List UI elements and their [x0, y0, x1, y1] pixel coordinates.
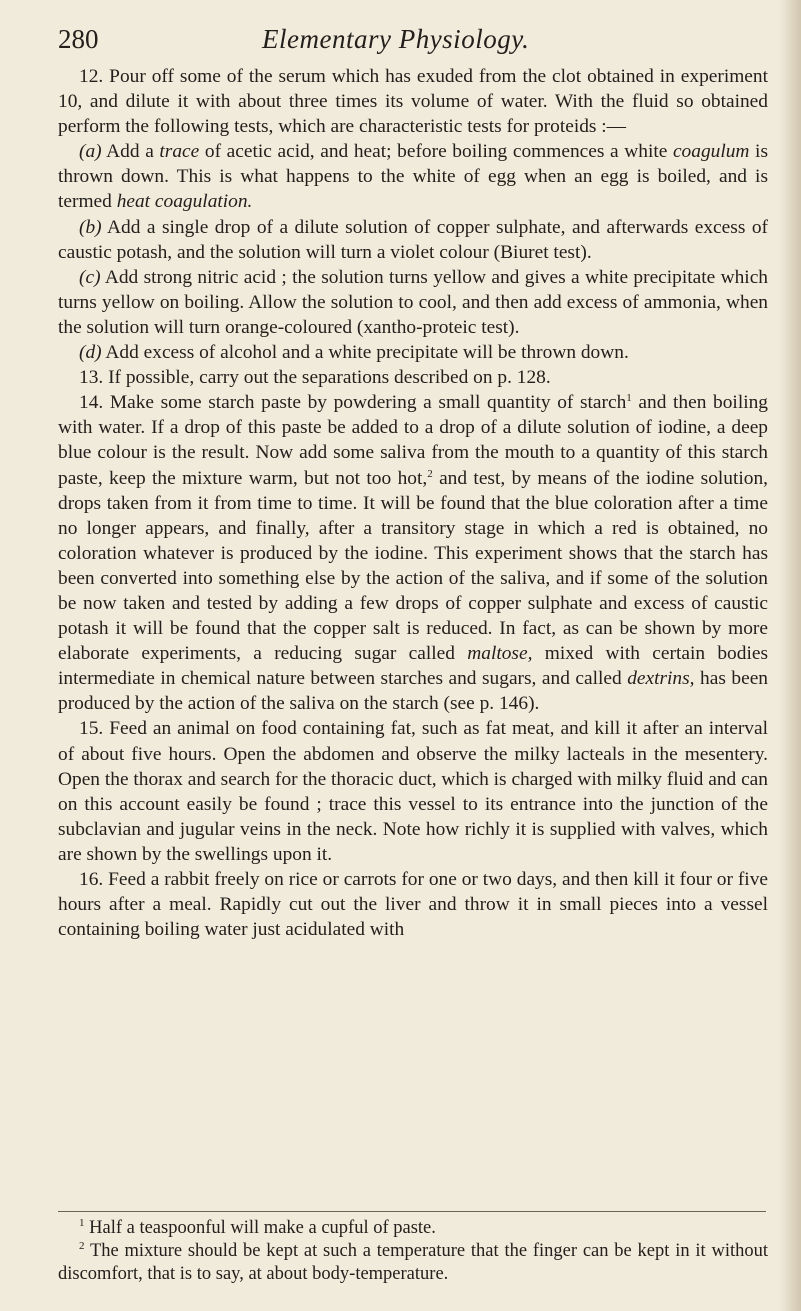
- paragraph-12: 12. Pour off some of the serum which has exuded from the clot obtained in experiment 10, and dilute it with about three times its volume of water. With the fluid so obtained perform the following tests, which are characteristic tests for proteids :—: [58, 66, 768, 138]
- paragraph-12d: (d) Add excess of alcohol and a white precipitate will be thrown down.: [79, 342, 629, 364]
- footnotes: [58, 1217, 768, 1286]
- paragraph-14: 14. Make some starch paste by powdering a small quantity of starch$^1$ and then boiling with water. If a drop of this paste be added to a drop of a dilute solution of iodine, a deep blue colour is the result. Now add some saliva from the mouth to a quantity of this starch paste, keep the mixture warm, but not too hot,$^2$ and test, by means of the iodine solution, drops taken from it from time to time. It will be found that the blue coloration after a time no longer appears, and finally, after a transitory stage in which a red is obtained, no coloration whatever is produced by the iodine. This experiment shows that the starch has been converted into something else by the action of the saliva, and if some of the solution be now taken and tested by adding a few drops of copper sulphate and excess of caustic potash it will be found that the copper salt is reduced. In fact, as can be shown by more elaborate experiments, a reducing sugar called maltose, mixed with certain bodies intermediate in chemical nature between starches and sugars, and called dextrins, has been produced by the action of the saliva on the starch (see p. 146).: [58, 392, 768, 715]
- footnote-divider: [58, 1211, 766, 1212]
- footnote-ref-1: 1: [626, 392, 632, 405]
- paragraph-13: 13. If possible, carry out the separations described on p. 128.: [79, 367, 551, 389]
- paragraph-12b: (b) Add a single drop of a dilute solution of copper sulphate, and afterwards excess of caustic potash, and the solution will turn a violet colour (Biuret test).: [58, 216, 768, 263]
- footnote-2: $^2$ The mixture should be kept at such a temperature that the finger can be kept in it without discomfort, that is to say, at about body-temperature.: [58, 1240, 768, 1284]
- paragraph-12c: (c) Add strong nitric acid ; the solution turns yellow and gives a white precipitate which turns yellow on boiling. Allow the solution to cool, and then add excess of ammonia, when the solution will turn orange-coloured (xantho-proteic test).: [58, 266, 768, 338]
- footnote-1: $^1$ Half a teaspoonful will make a cupful of paste.: [79, 1217, 436, 1238]
- running-header: [58, 24, 748, 58]
- page-number: 280: [58, 24, 99, 54]
- paragraph-12a: (a) Add a trace of acetic acid, and heat; before boiling commences a white coagulum is thrown down. This is what happens to the white of egg when an egg is boiled, and is termed heat coagulation.: [58, 141, 768, 213]
- paragraph-15: 15. Feed an animal on food containing fat, such as fat meat, and kill it after an interval of about five hours. Open the abdomen and observe the milky lacteals in the mesentery. Open the thorax and search for the thoracic duct, which is charged with milky fluid and can on this account easily be found ; trace this vessel to its entrance into the junction of the subclavian and jugular veins in the neck. Note how richly it is supplied with valves, which are shown by the swellings upon it.: [58, 718, 768, 865]
- body-text: [58, 64, 768, 942]
- footnote-ref-2: 2: [427, 467, 433, 480]
- page-edge-shadow: [779, 0, 801, 1311]
- paragraph-16: 16. Feed a rabbit freely on rice or carrots for one or two days, and then kill it four or five hours after a meal. Rapidly cut out the liver and throw it in small pieces into a vessel containing boiling water just acidulated with: [58, 869, 768, 941]
- running-title: Elementary Physiology.: [262, 24, 530, 54]
